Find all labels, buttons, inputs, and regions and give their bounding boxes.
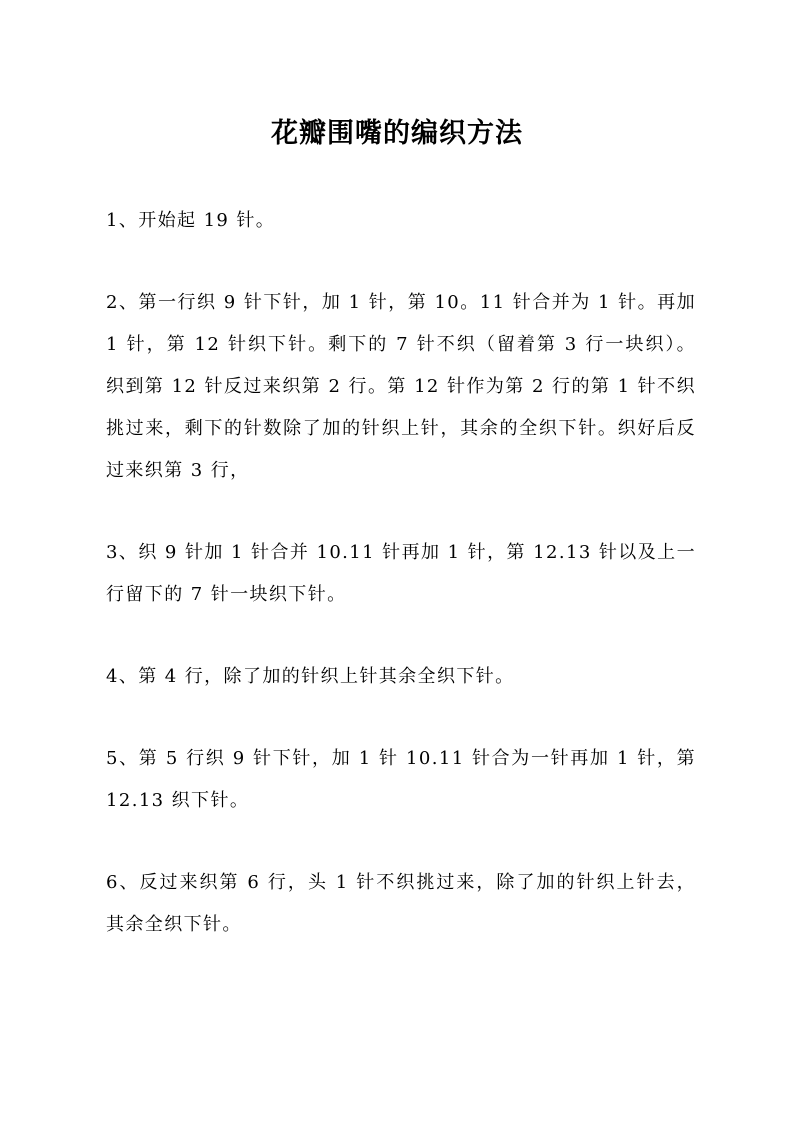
step-paragraph-2: 2、第一行织 9 针下针，加 1 针，第 10。11 针合并为 1 针。再加 1 针，第 12 针织下针。剩下的 7 针不织（留着第 3 行一块织）。织到第 12 针反过来织第 2 行。第 12 针作为第 2 行的第 1 针不织挑过来，剩下的针数除了加的针织上针，其余的全织下针。织好后反过来织第 3 行，	[106, 292, 696, 481]
step-paragraph-3: 3、织 9 针加 1 针合并 10.11 针再加 1 针，第 12.13 针以及上一行留下的 7 针一块织下针。	[106, 542, 696, 605]
document-title: 花瓣围嘴的编织方法	[271, 118, 523, 149]
step-paragraph-6: 6、反过来织第 6 行，头 1 针不织挑过来，除了加的针织上针去，其余全织下针。	[106, 872, 696, 935]
step-paragraph-1: 1、开始起 19 针。	[106, 210, 276, 231]
step-paragraph-4: 4、第 4 行，除了加的针织上针其余全织下针。	[106, 666, 515, 687]
step-paragraph-5: 5、第 5 行织 9 针下针，加 1 针 10.11 针合为一针再加 1 针，第 12.13 织下针。	[106, 748, 696, 811]
document-body	[106, 200, 696, 986]
